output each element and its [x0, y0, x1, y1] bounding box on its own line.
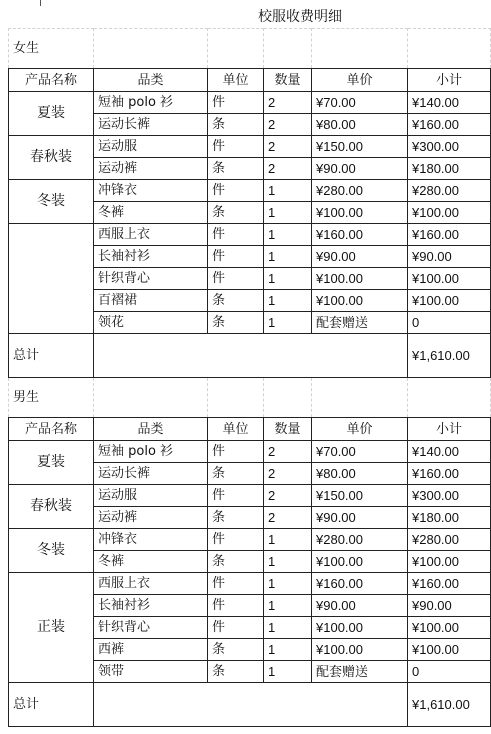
category-cell[interactable]: 针织背心: [94, 268, 208, 290]
fee-table: [8, 28, 491, 727]
price-cell[interactable]: ¥90.00: [312, 507, 408, 529]
qty-cell[interactable]: 2: [264, 114, 312, 136]
qty-cell[interactable]: 2: [264, 507, 312, 529]
empty-cell[interactable]: [312, 378, 408, 418]
empty-cell[interactable]: [208, 378, 264, 418]
price-cell[interactable]: ¥160.00: [312, 573, 408, 595]
female-section-label[interactable]: 女生: [9, 29, 94, 69]
subtotal-cell[interactable]: 0: [408, 312, 491, 334]
table-row: [9, 224, 491, 246]
table-row: [9, 441, 491, 463]
subtotal-cell[interactable]: ¥100.00: [408, 202, 491, 224]
header-product[interactable]: 产品名称: [9, 418, 94, 441]
document-title: 校服收费明细: [258, 9, 342, 25]
subtotal-cell[interactable]: ¥140.00: [408, 92, 491, 114]
table-row: [9, 529, 491, 551]
subtotal-cell[interactable]: ¥160.00: [408, 224, 491, 246]
category-cell[interactable]: 西服上衣: [94, 573, 208, 595]
header-price[interactable]: 单价: [312, 69, 408, 92]
category-cell[interactable]: 短袖 polo 衫: [94, 441, 208, 463]
subtotal-cell[interactable]: ¥90.00: [408, 246, 491, 268]
unit-cell[interactable]: 件: [208, 441, 264, 463]
header-subtotal[interactable]: 小计: [408, 69, 491, 92]
empty-cell[interactable]: [312, 29, 408, 69]
qty-cell[interactable]: 1: [264, 529, 312, 551]
category-cell[interactable]: 西服上衣: [94, 224, 208, 246]
subtotal-cell[interactable]: ¥160.00: [408, 463, 491, 485]
subtotal-cell[interactable]: ¥280.00: [408, 529, 491, 551]
subtotal-cell[interactable]: ¥280.00: [408, 180, 491, 202]
category-cell[interactable]: 运动长裤: [94, 463, 208, 485]
qty-cell[interactable]: 1: [264, 661, 312, 683]
product-name-cell[interactable]: 春秋装: [9, 136, 94, 180]
subtotal-cell[interactable]: ¥100.00: [408, 639, 491, 661]
price-cell[interactable]: ¥90.00: [312, 595, 408, 617]
qty-cell[interactable]: 2: [264, 463, 312, 485]
header-category[interactable]: 品类: [94, 418, 208, 441]
price-cell[interactable]: ¥100.00: [312, 290, 408, 312]
category-cell[interactable]: 冲锋衣: [94, 180, 208, 202]
product-name-cell[interactable]: 冬装: [9, 529, 94, 573]
price-cell[interactable]: ¥100.00: [312, 268, 408, 290]
unit-cell[interactable]: 件: [208, 595, 264, 617]
empty-cell[interactable]: [408, 29, 491, 69]
empty-cell[interactable]: [94, 683, 408, 727]
unit-cell[interactable]: 条: [208, 639, 264, 661]
table-row: [9, 136, 491, 158]
price-cell[interactable]: 配套赠送: [312, 661, 408, 683]
qty-cell[interactable]: 1: [264, 573, 312, 595]
price-cell[interactable]: ¥100.00: [312, 202, 408, 224]
subtotal-cell[interactable]: 0: [408, 661, 491, 683]
subtotal-cell[interactable]: ¥180.00: [408, 507, 491, 529]
unit-cell[interactable]: 件: [208, 268, 264, 290]
unit-cell[interactable]: 件: [208, 529, 264, 551]
qty-cell[interactable]: 2: [264, 158, 312, 180]
unit-cell[interactable]: 件: [208, 246, 264, 268]
subtotal-cell[interactable]: ¥300.00: [408, 485, 491, 507]
category-cell[interactable]: 针织背心: [94, 617, 208, 639]
table-row: [9, 573, 491, 595]
category-cell[interactable]: 长袖衬衫: [94, 595, 208, 617]
price-cell[interactable]: ¥80.00: [312, 114, 408, 136]
header-product[interactable]: 产品名称: [9, 69, 94, 92]
subtotal-cell[interactable]: ¥160.00: [408, 573, 491, 595]
unit-cell[interactable]: 件: [208, 136, 264, 158]
header-price[interactable]: 单价: [312, 418, 408, 441]
price-cell[interactable]: ¥90.00: [312, 158, 408, 180]
price-cell[interactable]: ¥280.00: [312, 180, 408, 202]
header-unit[interactable]: 单位: [208, 69, 264, 92]
product-name-cell[interactable]: 冬装: [9, 180, 94, 224]
price-cell[interactable]: ¥150.00: [312, 136, 408, 158]
subtotal-cell[interactable]: ¥100.00: [408, 290, 491, 312]
price-cell[interactable]: ¥80.00: [312, 463, 408, 485]
qty-cell[interactable]: 1: [264, 290, 312, 312]
category-cell[interactable]: 领带: [94, 661, 208, 683]
header-category[interactable]: 品类: [94, 69, 208, 92]
male-total-row: [9, 683, 491, 727]
unit-cell[interactable]: 条: [208, 463, 264, 485]
category-cell[interactable]: 领花: [94, 312, 208, 334]
category-cell[interactable]: 短袖 polo 衫: [94, 92, 208, 114]
product-name-cell[interactable]: 春秋装: [9, 485, 94, 529]
unit-cell[interactable]: 条: [208, 551, 264, 573]
category-cell[interactable]: 运动长裤: [94, 114, 208, 136]
unit-cell[interactable]: 件: [208, 485, 264, 507]
category-cell[interactable]: 西裤: [94, 639, 208, 661]
empty-cell[interactable]: [264, 378, 312, 418]
category-cell[interactable]: 冬裤: [94, 551, 208, 573]
subtotal-cell[interactable]: ¥300.00: [408, 136, 491, 158]
subtotal-cell[interactable]: ¥100.00: [408, 268, 491, 290]
empty-cell[interactable]: [94, 334, 408, 378]
unit-cell[interactable]: 条: [208, 507, 264, 529]
total-value[interactable]: ¥1,610.00: [408, 683, 491, 727]
unit-cell[interactable]: 件: [208, 224, 264, 246]
empty-cell[interactable]: [264, 29, 312, 69]
category-cell[interactable]: 运动裤: [94, 158, 208, 180]
price-cell[interactable]: ¥160.00: [312, 224, 408, 246]
category-cell[interactable]: 运动服: [94, 136, 208, 158]
total-label[interactable]: 总计: [9, 334, 94, 378]
unit-cell[interactable]: 条: [208, 202, 264, 224]
qty-cell[interactable]: 1: [264, 180, 312, 202]
qty-cell[interactable]: 1: [264, 551, 312, 573]
header-subtotal[interactable]: 小计: [408, 418, 491, 441]
price-cell[interactable]: ¥100.00: [312, 617, 408, 639]
category-cell[interactable]: 百褶裙: [94, 290, 208, 312]
price-cell[interactable]: ¥90.00: [312, 246, 408, 268]
empty-cell[interactable]: [408, 378, 491, 418]
price-cell[interactable]: ¥150.00: [312, 485, 408, 507]
header-qty[interactable]: 数量: [264, 69, 312, 92]
product-name-cell[interactable]: [9, 224, 94, 334]
table-row: [9, 180, 491, 202]
price-cell[interactable]: 配套赠送: [312, 312, 408, 334]
female-total-row: [9, 334, 491, 378]
subtotal-cell[interactable]: ¥140.00: [408, 441, 491, 463]
unit-cell[interactable]: 件: [208, 180, 264, 202]
male-section-row: [9, 378, 491, 418]
unit-cell[interactable]: 条: [208, 661, 264, 683]
empty-cell[interactable]: [94, 378, 208, 418]
unit-cell[interactable]: 件: [208, 92, 264, 114]
category-cell[interactable]: 运动裤: [94, 507, 208, 529]
qty-cell[interactable]: 2: [264, 136, 312, 158]
table-header-row: [9, 69, 491, 92]
qty-cell[interactable]: 1: [264, 202, 312, 224]
qty-cell[interactable]: 2: [264, 441, 312, 463]
female-section-row: [9, 29, 491, 69]
male-section-label[interactable]: 男生: [9, 378, 94, 418]
unit-cell[interactable]: 条: [208, 158, 264, 180]
price-cell[interactable]: ¥280.00: [312, 529, 408, 551]
unit-cell[interactable]: 件: [208, 573, 264, 595]
table-row: [9, 485, 491, 507]
qty-cell[interactable]: 1: [264, 246, 312, 268]
price-cell[interactable]: ¥100.00: [312, 551, 408, 573]
table-row: [9, 92, 491, 114]
price-cell[interactable]: ¥70.00: [312, 441, 408, 463]
category-cell[interactable]: 运动服: [94, 485, 208, 507]
subtotal-cell[interactable]: ¥180.00: [408, 158, 491, 180]
product-name-cell[interactable]: 夏装: [9, 441, 94, 485]
qty-cell[interactable]: 1: [264, 617, 312, 639]
empty-cell[interactable]: [94, 29, 208, 69]
header-qty[interactable]: 数量: [264, 418, 312, 441]
subtotal-cell[interactable]: ¥100.00: [408, 617, 491, 639]
qty-cell[interactable]: 1: [264, 595, 312, 617]
qty-cell[interactable]: 2: [264, 92, 312, 114]
price-cell[interactable]: ¥70.00: [312, 92, 408, 114]
category-cell[interactable]: 长袖衬衫: [94, 246, 208, 268]
total-label[interactable]: 总计: [9, 683, 94, 727]
subtotal-cell[interactable]: ¥100.00: [408, 551, 491, 573]
unit-cell[interactable]: 条: [208, 290, 264, 312]
header-unit[interactable]: 单位: [208, 418, 264, 441]
subtotal-cell[interactable]: ¥90.00: [408, 595, 491, 617]
unit-cell[interactable]: 条: [208, 114, 264, 136]
product-name-cell[interactable]: 夏装: [9, 92, 94, 136]
unit-cell[interactable]: 条: [208, 312, 264, 334]
total-value[interactable]: ¥1,610.00: [408, 334, 491, 378]
qty-cell[interactable]: 1: [264, 224, 312, 246]
product-name-cell[interactable]: 正装: [9, 573, 94, 683]
price-cell[interactable]: ¥100.00: [312, 639, 408, 661]
table-header-row: [9, 418, 491, 441]
category-cell[interactable]: 冬裤: [94, 202, 208, 224]
category-cell[interactable]: 冲锋衣: [94, 529, 208, 551]
qty-cell[interactable]: 1: [264, 312, 312, 334]
qty-cell[interactable]: 1: [264, 268, 312, 290]
qty-cell[interactable]: 1: [264, 639, 312, 661]
empty-cell[interactable]: [208, 29, 264, 69]
subtotal-cell[interactable]: ¥160.00: [408, 114, 491, 136]
qty-cell[interactable]: 2: [264, 485, 312, 507]
unit-cell[interactable]: 件: [208, 617, 264, 639]
